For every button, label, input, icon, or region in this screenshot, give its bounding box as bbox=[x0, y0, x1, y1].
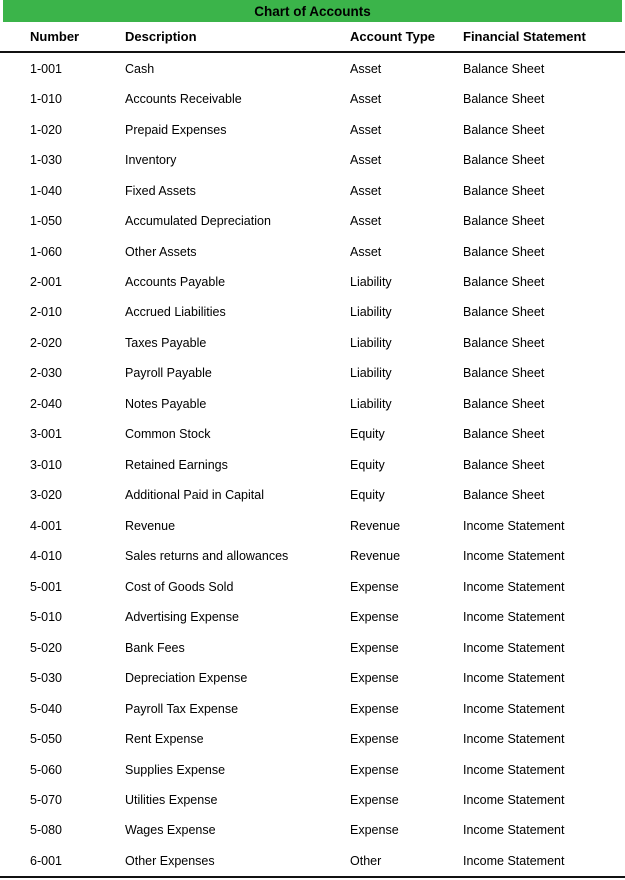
cell-description: Cash bbox=[125, 61, 155, 76]
cell-number: 1-030 bbox=[30, 153, 62, 168]
table-row bbox=[0, 785, 625, 815]
cell-description: Other Expenses bbox=[125, 853, 215, 868]
table-header-row bbox=[0, 22, 625, 53]
table-row bbox=[0, 328, 625, 358]
table-row bbox=[0, 480, 625, 510]
table-row bbox=[0, 358, 625, 388]
cell-account-type: Asset bbox=[350, 244, 382, 259]
table-row bbox=[0, 571, 625, 601]
cell-description: Rent Expense bbox=[125, 732, 204, 747]
cell-account-type: Asset bbox=[350, 122, 382, 137]
cell-number: 1-040 bbox=[30, 183, 62, 198]
table-row bbox=[0, 84, 625, 114]
cell-number: 4-001 bbox=[30, 518, 62, 533]
cell-description: Common Stock bbox=[125, 427, 211, 442]
cell-number: 4-010 bbox=[30, 549, 62, 564]
cell-description: Additional Paid in Capital bbox=[125, 488, 264, 503]
cell-financial-statement: Income Statement bbox=[463, 762, 565, 777]
cell-financial-statement: Income Statement bbox=[463, 610, 565, 625]
cell-description: Payroll Tax Expense bbox=[125, 701, 239, 716]
cell-number: 5-030 bbox=[30, 671, 62, 686]
table-row bbox=[0, 114, 625, 144]
cell-account-type: Asset bbox=[350, 183, 382, 198]
cell-account-type: Asset bbox=[350, 92, 382, 107]
cell-description: Utilities Expense bbox=[125, 792, 218, 807]
cell-account-type: Liability bbox=[350, 305, 392, 320]
cell-description: Accumulated Depreciation bbox=[125, 214, 271, 229]
cell-description: Retained Earnings bbox=[125, 457, 228, 472]
cell-description: Depreciation Expense bbox=[125, 671, 248, 686]
cell-number: 5-010 bbox=[30, 610, 62, 625]
cell-account-type: Asset bbox=[350, 214, 382, 229]
cell-description: Fixed Assets bbox=[125, 183, 196, 198]
cell-number: 5-020 bbox=[30, 640, 62, 655]
cell-account-type: Liability bbox=[350, 275, 392, 290]
table-row bbox=[0, 145, 625, 175]
cell-description: Prepaid Expenses bbox=[125, 122, 227, 137]
cell-account-type: Expense bbox=[350, 792, 399, 807]
table-row bbox=[0, 724, 625, 754]
table-row bbox=[0, 175, 625, 205]
cell-financial-statement: Income Statement bbox=[463, 853, 565, 868]
cell-number: 3-001 bbox=[30, 427, 62, 442]
cell-account-type: Revenue bbox=[350, 549, 401, 564]
cell-financial-statement: Income Statement bbox=[463, 671, 565, 686]
cell-number: 1-020 bbox=[30, 122, 62, 137]
cell-description: Accounts Payable bbox=[125, 275, 226, 290]
cell-description: Taxes Payable bbox=[125, 335, 207, 350]
table-body bbox=[0, 54, 625, 879]
cell-number: 5-070 bbox=[30, 792, 62, 807]
cell-financial-statement: Income Statement bbox=[463, 518, 565, 533]
page-title: Chart of Accounts bbox=[254, 3, 371, 19]
table-row bbox=[0, 602, 625, 632]
cell-financial-statement: Balance Sheet bbox=[463, 305, 545, 320]
cell-number: 5-050 bbox=[30, 732, 62, 747]
cell-number: 2-020 bbox=[30, 335, 62, 350]
table-row bbox=[0, 54, 625, 84]
cell-description: Advertising Expense bbox=[125, 610, 239, 625]
cell-financial-statement: Balance Sheet bbox=[463, 457, 545, 472]
cell-financial-statement: Balance Sheet bbox=[463, 427, 545, 442]
cell-financial-statement: Income Statement bbox=[463, 792, 565, 807]
table-row bbox=[0, 693, 625, 723]
table-row bbox=[0, 663, 625, 693]
cell-number: 3-010 bbox=[30, 457, 62, 472]
cell-account-type: Equity bbox=[350, 457, 385, 472]
table-row bbox=[0, 267, 625, 297]
cell-description: Accounts Receivable bbox=[125, 92, 242, 107]
cell-financial-statement: Income Statement bbox=[463, 640, 565, 655]
cell-number: 1-010 bbox=[30, 92, 62, 107]
cell-account-type: Expense bbox=[350, 701, 399, 716]
cell-number: 1-060 bbox=[30, 244, 62, 259]
cell-financial-statement: Income Statement bbox=[463, 823, 565, 838]
table-row bbox=[0, 815, 625, 845]
cell-account-type: Expense bbox=[350, 610, 399, 625]
cell-account-type: Revenue bbox=[350, 518, 401, 533]
cell-financial-statement: Income Statement bbox=[463, 579, 565, 594]
cell-number: 3-020 bbox=[30, 488, 62, 503]
cell-account-type: Other bbox=[350, 853, 382, 868]
cell-financial-statement: Balance Sheet bbox=[463, 122, 545, 137]
cell-description: Inventory bbox=[125, 153, 177, 168]
table-row bbox=[0, 541, 625, 571]
cell-financial-statement: Balance Sheet bbox=[463, 244, 545, 259]
cell-financial-statement: Balance Sheet bbox=[463, 61, 545, 76]
cell-description: Accrued Liabilities bbox=[125, 305, 226, 320]
cell-financial-statement: Balance Sheet bbox=[463, 183, 545, 198]
cell-financial-statement: Balance Sheet bbox=[463, 335, 545, 350]
cell-description: Bank Fees bbox=[125, 640, 185, 655]
cell-account-type: Expense bbox=[350, 671, 399, 686]
cell-account-type: Asset bbox=[350, 153, 382, 168]
table-row bbox=[0, 511, 625, 541]
cell-description: Cost of Goods Sold bbox=[125, 579, 234, 594]
cell-account-type: Liability bbox=[350, 396, 392, 411]
cell-financial-statement: Balance Sheet bbox=[463, 488, 545, 503]
cell-number: 2-010 bbox=[30, 305, 62, 320]
cell-account-type: Expense bbox=[350, 762, 399, 777]
cell-number: 5-060 bbox=[30, 762, 62, 777]
cell-account-type: Equity bbox=[350, 427, 385, 442]
cell-description: Revenue bbox=[125, 518, 176, 533]
column-header-financial-statement: Financial Statement bbox=[463, 29, 586, 44]
cell-financial-statement: Income Statement bbox=[463, 732, 565, 747]
cell-number: 2-030 bbox=[30, 366, 62, 381]
cell-account-type: Expense bbox=[350, 640, 399, 655]
cell-account-type: Liability bbox=[350, 335, 392, 350]
cell-number: 1-050 bbox=[30, 214, 62, 229]
cell-financial-statement: Balance Sheet bbox=[463, 214, 545, 229]
cell-account-type: Asset bbox=[350, 61, 382, 76]
cell-financial-statement: Income Statement bbox=[463, 701, 565, 716]
cell-description: Sales returns and allowances bbox=[125, 549, 289, 564]
cell-description: Notes Payable bbox=[125, 396, 207, 411]
cell-account-type: Liability bbox=[350, 366, 392, 381]
cell-financial-statement: Income Statement bbox=[463, 549, 565, 564]
cell-financial-statement: Balance Sheet bbox=[463, 92, 545, 107]
table-row bbox=[0, 419, 625, 449]
cell-number: 5-080 bbox=[30, 823, 62, 838]
cell-financial-statement: Balance Sheet bbox=[463, 366, 545, 381]
cell-account-type: Equity bbox=[350, 488, 385, 503]
cell-number: 5-001 bbox=[30, 579, 62, 594]
cell-description: Wages Expense bbox=[125, 823, 216, 838]
cell-description: Other Assets bbox=[125, 244, 197, 259]
table-row bbox=[0, 632, 625, 662]
cell-financial-statement: Balance Sheet bbox=[463, 396, 545, 411]
column-header-number: Number bbox=[30, 29, 80, 44]
table-row bbox=[0, 450, 625, 480]
table-row bbox=[0, 297, 625, 327]
table-row bbox=[0, 846, 625, 876]
cell-description: Payroll Payable bbox=[125, 366, 212, 381]
cell-account-type: Expense bbox=[350, 579, 399, 594]
cell-number: 6-001 bbox=[30, 853, 62, 868]
cell-number: 2-001 bbox=[30, 275, 62, 290]
cell-account-type: Expense bbox=[350, 732, 399, 747]
cell-description: Supplies Expense bbox=[125, 762, 226, 777]
table-row bbox=[0, 236, 625, 266]
table-row bbox=[0, 754, 625, 784]
column-header-account-type: Account Type bbox=[350, 29, 435, 44]
cell-number: 1-001 bbox=[30, 61, 62, 76]
cell-number: 5-040 bbox=[30, 701, 62, 716]
column-header-description: Description bbox=[125, 29, 197, 44]
table-row bbox=[0, 389, 625, 419]
title-bar bbox=[3, 0, 622, 22]
table-row bbox=[0, 206, 625, 236]
cell-financial-statement: Balance Sheet bbox=[463, 153, 545, 168]
cell-account-type: Expense bbox=[350, 823, 399, 838]
cell-financial-statement: Balance Sheet bbox=[463, 275, 545, 290]
cell-number: 2-040 bbox=[30, 396, 62, 411]
